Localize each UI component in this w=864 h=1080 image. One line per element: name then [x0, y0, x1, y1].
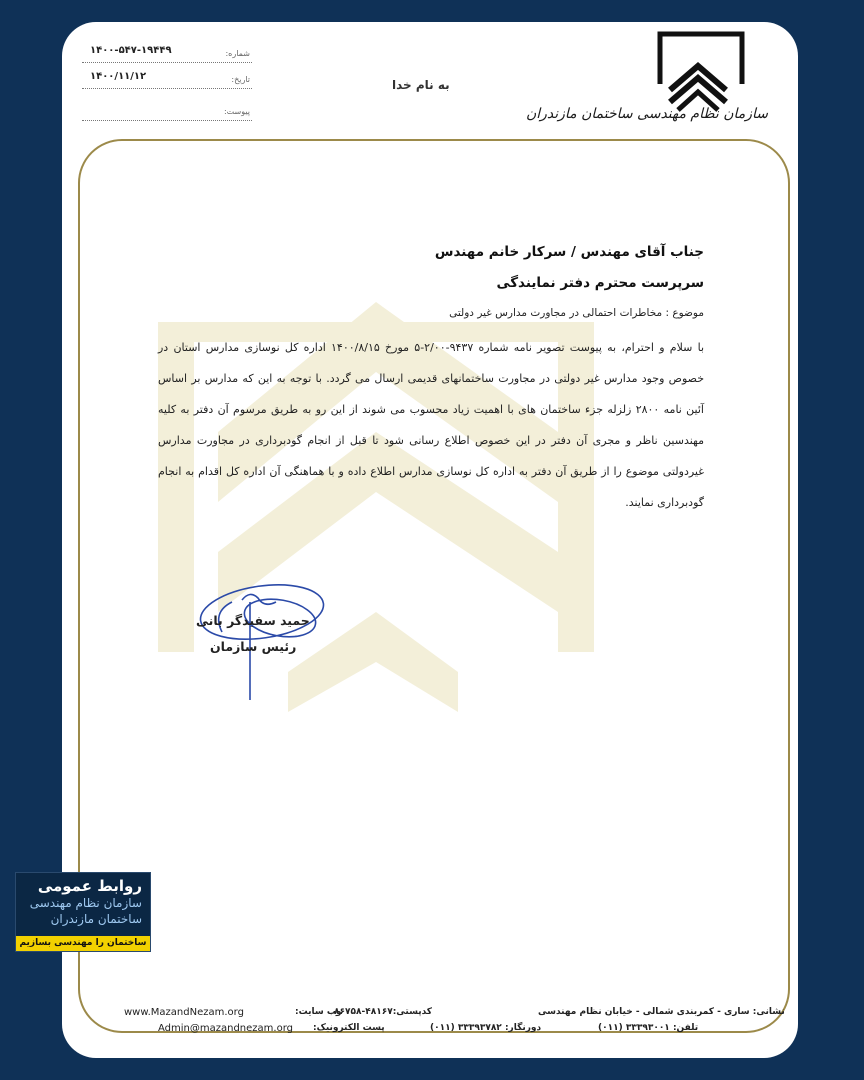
salutation-line-1: جناب آقای مهندس / سرکار خانم مهندس — [434, 244, 704, 260]
letter-attachment-label: پیوست: — [223, 107, 250, 116]
badge-line-3: ساختمان مازندران — [50, 912, 142, 926]
badge-line-1: روابط عمومی — [37, 877, 142, 895]
letter-date-field — [82, 71, 252, 89]
signer-title: رئیس سازمان — [210, 639, 297, 654]
letter-number-label: شماره: — [225, 49, 250, 58]
letter-date-value: ۱۴۰۰/۱۱/۱۲ — [90, 71, 147, 82]
letter-attachment-field — [82, 106, 252, 121]
badge-line-2: سازمان نظام مهندسی — [29, 896, 142, 910]
letter-number-value: ۱۴۰۰-۵۴۷-۱۹۴۴۹ — [90, 45, 172, 56]
letter-number-field — [82, 45, 252, 63]
footer-website-label: وب سایت: — [295, 1007, 342, 1017]
footer-address: نشانی: ساری - کمربندی شمالی - خیابان نظام مهندسی — [538, 1007, 785, 1017]
public-relations-badge — [15, 872, 151, 952]
basmala: به نام خدا — [392, 78, 450, 92]
signer-name: حمید سفیدگر بانی — [196, 613, 310, 628]
footer-phone: تلفن: ۳۳۳۹۳۰۰۱ (۰۱۱) — [598, 1023, 699, 1033]
letter-body: با سلام و احترام، به پیوست تصویر نامه شماره ۹۴۳۷-۲/۰۰-۵ مورخ ۱۴۰۰/۸/۱۵ اداره کل نوسازی مدارس استان در خصوص وجود مدارس غیر دولتی در مجاورت ساختمانهای قدیمی ارسال می گردد. با توجه به این که مدارس بر اساس آئین نامه ۲۸۰۰ زلزله جزء ساختمان های با اهمیت زیاد محسوب می شوند از این رو به طریق مرسوم آن دفتر به کلیه مهندسین ناظر و مجری آن دفتر در این خصوص اطلاع رسانی شود تا قبل از انجام گودبرداری در مجاورت مدارس غیردولتی موضوع را از طریق آن دفتر به اداره کل نوسازی مدارس اطلاع داده و با هماهنگی آن اداره کل اقدام به انجام گودبرداری نمایند. — [158, 341, 705, 509]
letter-date-label: تاریخ: — [231, 75, 250, 84]
org-logo-text: سازمان نظام مهندسی ساختمان مازندران — [525, 106, 768, 122]
footer-postal-code: کدپستی:۴۸۱۶۷-۸۶۷۵۸ — [334, 1007, 433, 1017]
letter-subject: موضوع : مخاطرات احتمالی در مجاورت مدارس غیر دولتی — [449, 307, 704, 319]
footer-email-label: پست الکترونیک: — [313, 1023, 385, 1033]
footer-email[interactable]: Admin@mazandnezam.org — [158, 1023, 293, 1034]
footer-fax: دورنگار: ۳۳۳۹۳۷۸۲ (۰۱۱) — [430, 1023, 542, 1033]
footer-website[interactable]: www.MazandNezam.org — [124, 1007, 244, 1018]
letter-sheet — [62, 22, 798, 1058]
salutation-line-2: سرپرست محترم دفتر نمایندگی — [496, 275, 704, 291]
badge-tagline: ساختمان را مهندسی بسازیم — [16, 936, 150, 951]
